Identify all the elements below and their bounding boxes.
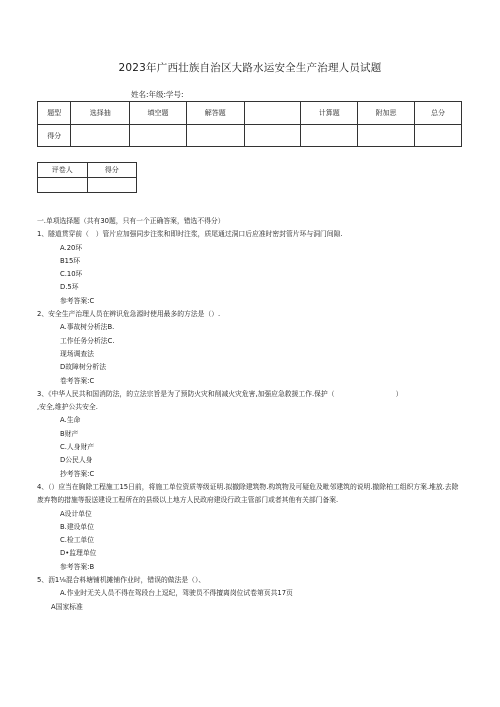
header-cell: 附加思 xyxy=(358,102,415,125)
option: A.事故树分析法B. xyxy=(60,323,115,332)
header-cell: 计算题 xyxy=(301,102,358,125)
question-stem: 1、隧道贯穿前（ ）管片应加强同步注浆和即时注浆，质尾通过洞口后应准时密封管片环与洞门间隙. xyxy=(37,230,343,239)
reviewer-header-cell: 得分 xyxy=(87,163,137,178)
score-cell[interactable] xyxy=(358,125,415,147)
reviewer-header-cell: 评卷人 xyxy=(38,163,88,178)
score-cell[interactable] xyxy=(130,125,187,147)
score-table xyxy=(37,101,462,147)
score-table-header-row xyxy=(38,102,462,125)
option: C.人身财产 xyxy=(60,443,95,452)
question-stem: 3、《中华人民共和国消防法，的立法宗旨是为了预防火灾和削减火灾危害,加强应急救援工作.保护（ ） xyxy=(37,389,403,398)
option: A设计单位 xyxy=(60,509,92,518)
question-stem-continued: ,安全,维护公共安全. xyxy=(37,403,98,412)
question-stem: 5、沥1⅛混合料塘铺机摊铺作业时，错误的做法是（）、 xyxy=(37,576,206,585)
page-title: 2023年广西壮族自治区大路水运安全生产治理人员试题 xyxy=(118,62,382,74)
score-cell[interactable] xyxy=(71,125,130,147)
question-stem: 4、（）应当在胸除工程施工15日前，将施工单位资质等级证明.拟撤除建筑物.构筑物及可疑危及毗邻建筑的说明.撤除柏工组织方案.堆放.去除废弃物的措施等报送建设工程所在的县级以上地方人民政府建设行政主管部门或者其他有关部门备案. xyxy=(37,482,459,505)
option: C.10环 xyxy=(60,270,83,279)
header-cell xyxy=(244,102,301,125)
option: D.5环 xyxy=(60,283,79,292)
header-cell: 选择抽 xyxy=(71,102,130,125)
option: A.作业时无关人员不得在驾段台上逗纪，驾驶员不得擅离岗位试卷第页共17页 xyxy=(60,589,293,598)
option: D•监理单位 xyxy=(60,549,97,558)
answer: 参考答案:B xyxy=(60,562,95,571)
reviewer-table xyxy=(37,162,137,193)
option: 现场调查法 xyxy=(60,349,94,358)
questions-content xyxy=(37,215,465,614)
score-cell[interactable] xyxy=(414,125,461,147)
answer: 卷考答案:C xyxy=(60,376,95,385)
reviewer-blank-row xyxy=(38,178,137,193)
score-table-score-row xyxy=(38,125,462,147)
option: C.检工单位 xyxy=(60,536,95,545)
section-heading: 一.单项选择题（共有30题，只有一个正确答案，错选不得分） xyxy=(37,217,225,225)
reviewer-cell[interactable] xyxy=(87,178,137,193)
score-cell[interactable] xyxy=(244,125,301,147)
header-cell: 题型 xyxy=(38,102,71,125)
header-cell: 解答题 xyxy=(186,102,244,125)
question-stem: 2、安全生产治理人员在辨识危急源时使用最多的方法是（）. xyxy=(37,310,221,319)
option: D公民人身 xyxy=(60,456,93,465)
reviewer-header-row xyxy=(38,163,137,178)
header-cell: 总分 xyxy=(414,102,461,125)
reviewer-cell[interactable] xyxy=(38,178,88,193)
score-cell[interactable] xyxy=(186,125,244,147)
option: A.生命 xyxy=(60,416,81,425)
option: B财产 xyxy=(60,429,79,438)
student-info-line: 姓名:年级:学号: xyxy=(131,90,184,99)
score-cell[interactable] xyxy=(301,125,358,147)
option: A.20环 xyxy=(60,243,83,252)
option: D故障树分析法 xyxy=(60,363,107,372)
option: 工作任务分析法C. xyxy=(60,336,115,345)
row-label: 得分 xyxy=(38,125,71,147)
answer: 抄考答案:C xyxy=(60,469,95,478)
option: B.建设单位 xyxy=(60,522,95,531)
answer: 参考答案:C xyxy=(60,296,95,305)
header-cell: 填空题 xyxy=(130,102,187,125)
option: A国家标准 xyxy=(51,602,83,611)
option: B15环 xyxy=(60,256,81,265)
